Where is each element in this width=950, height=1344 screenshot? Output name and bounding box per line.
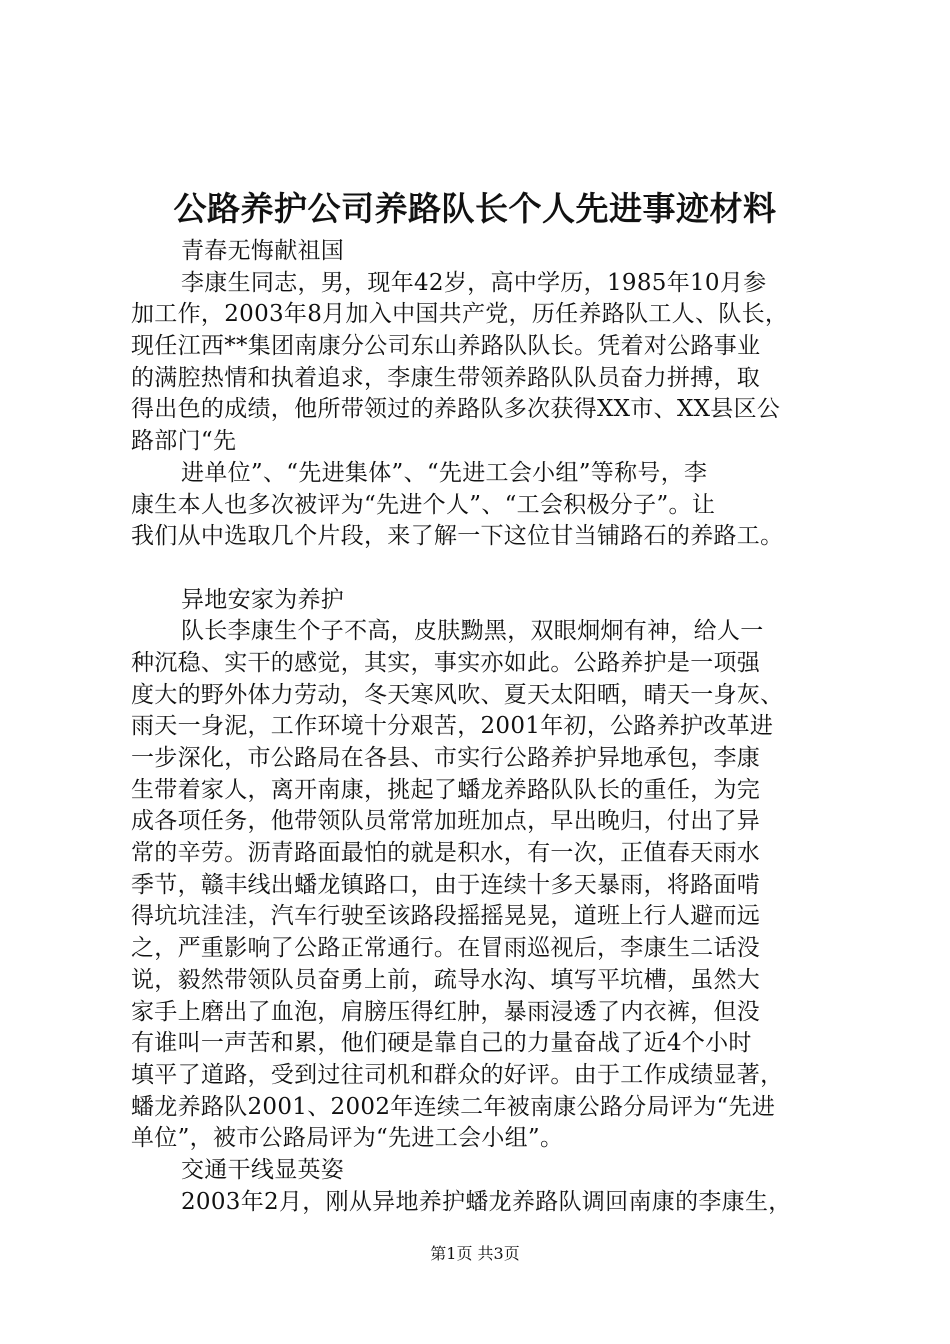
paragraph-line: 说，毅然带领队员奋勇上前，疏导水沟、填写平坑槽，虽然大 xyxy=(131,966,761,993)
paragraph-line: 队长李康生个子不高，皮肤黝黑，双眼炯炯有神，给人一 xyxy=(181,618,764,645)
section-heading: 异地安家为养护 xyxy=(181,586,345,613)
page-footer: 第1页 共3页 xyxy=(430,1244,520,1263)
paragraph-line: 路部门“先 xyxy=(131,428,237,455)
section-heading: 交通干线显英姿 xyxy=(181,1156,345,1183)
paragraph-line: 加工作，2003年8月加入中国共产党，历任养路队工人、队长， xyxy=(131,301,789,328)
paragraph-line: 得出色的成绩，他所带领过的养路队多次获得XX市、XX县区公 xyxy=(131,396,781,423)
document-body xyxy=(131,236,841,1218)
paragraph-line: 生带着家人，离开南康，挑起了蟠龙养路队队长的重任，为完 xyxy=(131,776,761,803)
paragraph-line: 2003年2月，刚从异地养护蟠龙养路队调回南康的李康生， xyxy=(181,1188,792,1215)
paragraph-line: 现任江西**集团南康分公司东山养路队队长。凭着对公路事业 xyxy=(131,333,761,360)
paragraph-line: 季节，赣丰线出蟠龙镇路口，由于连续十多天暴雨，将路面啃 xyxy=(131,871,761,898)
paragraph-line: 雨天一身泥，工作环境十分艰苦，2001年初，公路养护改革进 xyxy=(131,713,774,740)
paragraph-line: 种沉稳、实干的感觉，其实，事实亦如此。公路养护是一项强 xyxy=(131,649,761,676)
paragraph-line: 我们从中选取几个片段，来了解一下这位甘当铺路石的养路工。 xyxy=(131,523,784,550)
paragraph-line: 有谁叫一声苦和累，他们硬是靠自己的力量奋战了近4个小时 xyxy=(131,1030,752,1057)
paragraph-line: 李康生同志，男，现年42岁，高中学历，1985年10月参 xyxy=(181,269,767,296)
section-heading: 青春无悔献祖国 xyxy=(181,238,345,264)
paragraph-line: 单位”，被市公路局评为“先进工会小组”。 xyxy=(131,1125,564,1152)
paragraph-line: 蟠龙养路队2001、2002年连续二年被南康公路分局评为“先进 xyxy=(131,1093,776,1120)
paragraph-line: 康生本人也多次被评为“先进个人”、“工会积极分子”。让 xyxy=(131,491,716,518)
paragraph-line: 一步深化，市公路局在各县、市实行公路养护异地承包，李康 xyxy=(131,745,761,771)
paragraph-line: 成各项任务，他带领队员常常加班加点，早出晚归，付出了异 xyxy=(131,808,761,835)
paragraph-line: 之，严重影响了公路正常通行。在冒雨巡视后，李康生二话没 xyxy=(131,935,761,962)
paragraph-line: 常的辛劳。沥青路面最怕的就是积水，有一次，正值春天雨水 xyxy=(131,840,761,867)
paragraph-line: 度大的野外体力劳动，冬天寒风吹、夏天太阳晒，晴天一身灰、 xyxy=(131,681,784,708)
document-title: 公路养护公司养路队长个人先进事迹材料 xyxy=(173,189,777,228)
paragraph-line: 的满腔热情和执着追求，李康生带领养路队队员奋力拼搏，取 xyxy=(131,364,761,391)
blank-line xyxy=(131,553,841,585)
paragraph-line: 得坑坑洼洼，汽车行驶至该路段摇摇晃晃，道班上行人避而远 xyxy=(131,903,761,930)
paragraph-line: 填平了道路，受到过往司机和群众的好评。由于工作成绩显著， xyxy=(131,1061,784,1088)
paragraph-line: 进单位”、“先进集体”、“先进工会小组”等称号，李 xyxy=(181,459,708,486)
paragraph-line: 家手上磨出了血泡，肩膀压得红肿，暴雨浸透了内衣裤，但没 xyxy=(131,998,761,1025)
